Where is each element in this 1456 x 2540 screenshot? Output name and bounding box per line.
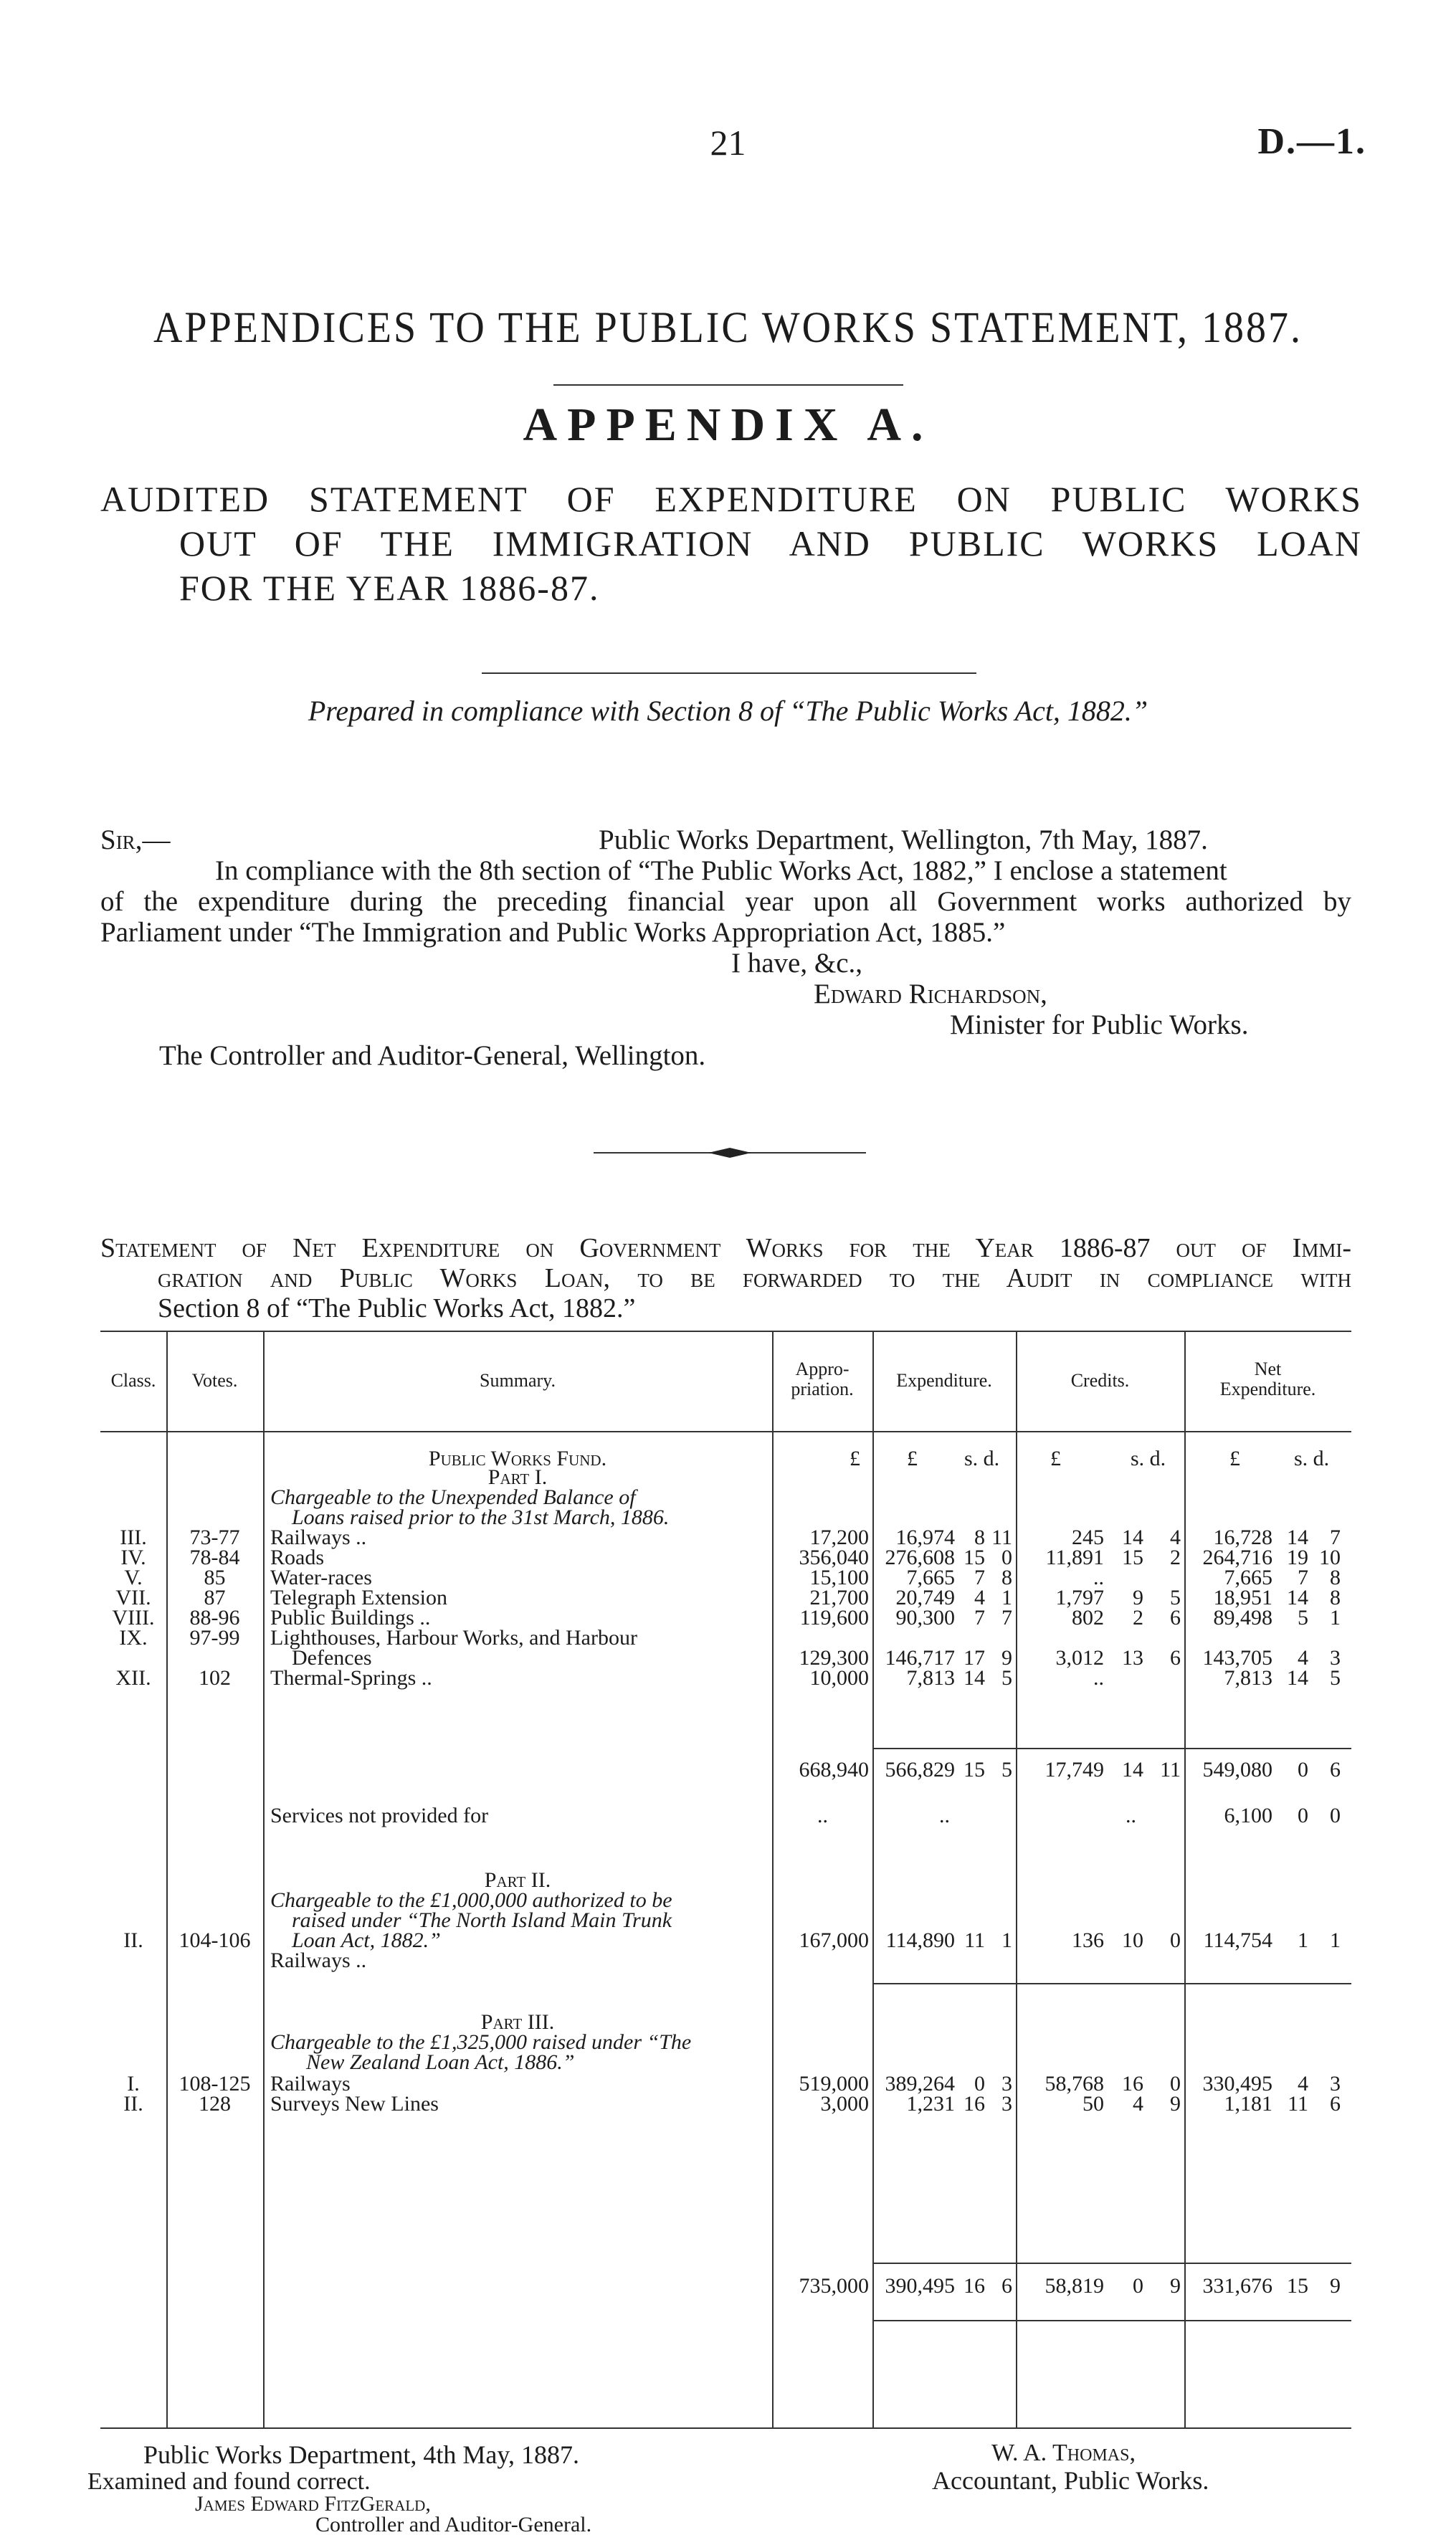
currency-exp-sd: s. d. — [964, 1447, 1000, 1470]
part-2-class: II. — [123, 1928, 143, 1952]
footer-accountant-name: W. A. Thomas, — [991, 2440, 1136, 2466]
statement-title-line-1: AUDITED STATEMENT OF EXPENDITURE ON PUBLIC WORKS — [100, 479, 1362, 519]
letter-body-line-2: of the expenditure during the preceding financial year upon all Government works authorized by — [100, 886, 1351, 917]
part-1-row-4-cred-s: 9 — [1133, 1586, 1143, 1609]
part-1-row-7-approp: 129,300 — [799, 1646, 869, 1670]
header-votes: Votes. — [191, 1370, 238, 1391]
divider-rule — [482, 672, 976, 674]
part-2-title: Part II. — [484, 1868, 551, 1892]
part-1-row-3-class: V. — [124, 1566, 143, 1589]
part-2-exp: 114,890 — [885, 1928, 955, 1952]
part-1-total-cred-s: 14 — [1122, 1758, 1143, 1782]
part-3-row-2-net-d: 6 — [1330, 2092, 1341, 2116]
header-appropriation: Appro- priation. — [791, 1359, 854, 1399]
col-rule-summary — [772, 1331, 774, 2427]
part-1-row-2-net-s: 19 — [1287, 1546, 1308, 1569]
part-2-cred-s: 10 — [1122, 1928, 1143, 1952]
part-1-row-3-net-s: 7 — [1298, 1566, 1308, 1589]
part-2-votes: 104-106 — [179, 1928, 251, 1952]
part-1-row-6-votes: 97-99 — [189, 1626, 240, 1650]
part-1-row-7-cred: 3,012 — [1055, 1646, 1104, 1670]
part-1-row-7-exp: 146,717 — [885, 1646, 955, 1670]
part-1-title: Part I. — [487, 1465, 548, 1489]
part-3-row-1-net: 330,495 — [1202, 2072, 1272, 2096]
services-summary: Services not provided for — [270, 1804, 489, 1827]
part-3-row-1-exp-d: 3 — [1001, 2072, 1012, 2096]
part-1-row-5-summary: Public Buildings .. — [270, 1606, 431, 1630]
statement-heading-line-3: Section 8 of “The Public Works Act, 1882.” — [158, 1293, 636, 1323]
part-1-row-6-summary: Lighthouses, Harbour Works, and Harbour — [270, 1626, 637, 1650]
currency-exp-pound: £ — [907, 1447, 918, 1470]
document-reference: D.—1. — [1257, 121, 1366, 162]
part-1-row-2-cred: 11,891 — [1045, 1546, 1104, 1569]
part-1-total-cred: 17,749 — [1045, 1758, 1104, 1782]
fund-title: Public Works Fund. — [428, 1447, 607, 1470]
table-top-rule — [100, 1331, 1351, 1332]
part-3-row-2-exp: 1,231 — [906, 2092, 955, 2116]
part-1-row-8-approp: 10,000 — [809, 1666, 869, 1690]
part-1-row-5-net-d: 1 — [1330, 1606, 1341, 1630]
part-1-total-exp-d: 5 — [1001, 1758, 1012, 1782]
part-1-row-5-class: VIII. — [112, 1606, 155, 1630]
part-1-row-1-votes: 73-77 — [189, 1526, 240, 1549]
currency-net-pound: £ — [1229, 1447, 1240, 1470]
part-1-row-1-exp: 16,974 — [895, 1526, 955, 1549]
part-2-desc-line-1: Chargeable to the £1,000,000 authorized to be — [270, 1888, 672, 1912]
part-1-row-5-exp-d: 7 — [1001, 1606, 1012, 1630]
part-3-row-2-summary: Surveys New Lines — [270, 2092, 439, 2116]
services-exp: .. — [939, 1804, 950, 1827]
part-1-row-8-net: 7,813 — [1224, 1666, 1272, 1690]
part-3-row-1-net-s: 4 — [1298, 2072, 1308, 2096]
part-1-row-4-exp-s: 4 — [974, 1586, 985, 1609]
part-3-total-exp: 390,495 — [885, 2274, 955, 2298]
header-summary: Summary. — [480, 1370, 556, 1391]
part-2-summary: Railways .. — [270, 1949, 367, 1972]
currency-approp: £ — [850, 1447, 860, 1470]
part-1-row-8-summary: Thermal-Springs .. — [270, 1666, 432, 1690]
part-1-row-3-cred: .. — [1093, 1566, 1104, 1589]
header-expenditure: Expenditure. — [896, 1370, 992, 1391]
part-3-row-2-exp-d: 3 — [1001, 2092, 1012, 2116]
part-1-row-7-exp-s: 17 — [963, 1646, 985, 1670]
part-1-row-5-cred-s: 2 — [1133, 1606, 1143, 1630]
part-1-row-2-approp: 356,040 — [799, 1546, 869, 1569]
part-1-row-5-net: 89,498 — [1213, 1606, 1272, 1630]
letter-signatory-title: Minister for Public Works. — [950, 1009, 1249, 1040]
part-1-row-2-cred-d: 2 — [1170, 1546, 1181, 1569]
col-rule-exp — [1016, 1331, 1017, 2427]
footer-auditor-name: James Edward FitzGerald, — [195, 2492, 431, 2516]
part-3-row-1-cred-s: 16 — [1122, 2072, 1143, 2096]
part-1-row-5-exp-s: 7 — [974, 1606, 985, 1630]
col-rule-approp — [872, 1331, 874, 2427]
part-1-row-1-cred-d: 4 — [1170, 1526, 1181, 1549]
letter-signatory: Edward Richardson, — [814, 979, 1047, 1009]
part-1-row-4-net: 18,951 — [1213, 1586, 1272, 1609]
part-3-total-net: 331,676 — [1202, 2274, 1272, 2298]
part-1-row-2-exp-s: 15 — [963, 1546, 985, 1569]
part-2-net-s: 1 — [1298, 1928, 1308, 1952]
letter-dateline: Public Works Department, Wellington, 7th May, 1887. — [599, 824, 1208, 855]
statement-heading — [100, 1233, 1351, 1323]
appendix-heading: APPENDIX A. — [523, 399, 933, 451]
statement-heading-line-1: Statement of Net Expenditure on Government Works for the Year 1886-87 out of Immi- — [100, 1233, 1351, 1263]
part-1-desc-line-1: Chargeable to the Unexpended Balance of — [270, 1485, 636, 1509]
part-1-total-exp-s: 15 — [963, 1758, 985, 1782]
part-1-row-7-cred-s: 13 — [1122, 1646, 1143, 1670]
part-2-cred: 136 — [1072, 1928, 1104, 1952]
part-1-row-8-cred: .. — [1093, 1666, 1104, 1690]
part-1-row-3-exp: 7,665 — [906, 1566, 955, 1589]
part-3-row-1-summary: Railways — [270, 2072, 351, 2096]
part-3-desc-line-2: New Zealand Loan Act, 1886.” — [306, 2050, 575, 2074]
letter-addressee: The Controller and Auditor-General, Wellington. — [159, 1040, 706, 1071]
part-3-row-2-exp-s: 16 — [963, 2092, 985, 2116]
part-3-row-1-net-d: 3 — [1330, 2072, 1341, 2096]
subtotal-rule — [872, 1748, 1351, 1749]
part-3-row-1-cred-d: 0 — [1170, 2072, 1181, 2096]
part-1-total-approp: 668,940 — [799, 1758, 869, 1782]
ornament-divider — [594, 1146, 866, 1160]
part-3-total-approp: 735,000 — [799, 2274, 869, 2298]
footer-examined: Examined and found correct. — [87, 2468, 371, 2495]
part-1-row-5-exp: 90,300 — [895, 1606, 955, 1630]
page-number: 21 — [710, 123, 746, 163]
part-3-row-2-class: II. — [123, 2092, 143, 2116]
part-2-exp-s: 11 — [964, 1928, 985, 1952]
part-2-cred-d: 0 — [1170, 1928, 1181, 1952]
part-3-row-2-cred: 50 — [1083, 2092, 1104, 2116]
part-1-row-1-net-s: 14 — [1287, 1526, 1308, 1549]
letter-salutation: Sir,— — [100, 824, 171, 855]
part-1-row-2-summary: Roads — [270, 1546, 324, 1569]
part-1-row-5-approp: 119,600 — [799, 1606, 869, 1630]
services-net-d: 0 — [1330, 1804, 1341, 1827]
part-3-row-2-votes: 128 — [199, 2092, 231, 2116]
footer-dept-date: Public Works Department, 4th May, 1887. — [143, 2440, 580, 2469]
part-2-desc-line-2: raised under “The North Island Main Trunk — [292, 1908, 672, 1932]
part-3-total-net-d: 9 — [1330, 2274, 1341, 2298]
part-1-row-3-net: 7,665 — [1224, 1566, 1272, 1589]
part-1-row-4-net-d: 8 — [1330, 1586, 1341, 1609]
part-1-row-8-exp-s: 14 — [963, 1666, 985, 1690]
col-rule-credits — [1184, 1331, 1186, 2427]
part-2-exp-d: 1 — [1001, 1928, 1012, 1952]
part-1-row-3-votes: 85 — [204, 1566, 226, 1589]
part-3-row-2-net: 1,181 — [1224, 2092, 1272, 2116]
letter-closing: I have, &c., — [731, 948, 863, 979]
part-2-rule — [872, 1983, 1351, 1984]
part-3-row-1-votes: 108-125 — [179, 2072, 251, 2096]
part-1-row-4-class: VII. — [115, 1586, 151, 1609]
statement-title-line-3: FOR THE YEAR 1886-87. — [179, 568, 600, 608]
part-1-row-1-cred: 245 — [1072, 1526, 1104, 1549]
part-1-row-4-exp: 20,749 — [895, 1586, 955, 1609]
part-3-row-1-exp: 389,264 — [885, 2072, 955, 2096]
part-1-desc-line-2: Loans raised prior to the 31st March, 1886. — [292, 1506, 670, 1529]
letter-body-line-3: Parliament under “The Immigration and Public Works Appropriation Act, 1885.” — [100, 917, 1006, 948]
part-2-desc-line-3: Loan Act, 1882.” — [292, 1928, 441, 1952]
part-1-row-1-exp-s: 8 — [974, 1526, 985, 1549]
part-1-row-2-net-d: 10 — [1319, 1546, 1341, 1569]
part-1-row-3-net-d: 8 — [1330, 1566, 1341, 1589]
part-3-row-2-cred-d: 9 — [1170, 2092, 1181, 2116]
part-1-row-5-cred: 802 — [1072, 1606, 1104, 1630]
part-3-row-2-approp: 3,000 — [820, 2092, 869, 2116]
part-1-total-net: 549,080 — [1202, 1758, 1272, 1782]
header-net-expenditure: Net Expenditure. — [1219, 1359, 1316, 1399]
part-1-row-7-net-d: 3 — [1330, 1646, 1341, 1670]
services-net: 6,100 — [1224, 1804, 1272, 1827]
part-1-row-2-cred-s: 15 — [1122, 1546, 1143, 1569]
part-1-row-1-exp-d: 11 — [991, 1526, 1012, 1549]
part-1-row-7-net-s: 4 — [1298, 1646, 1308, 1670]
part-1-total-exp: 566,829 — [885, 1758, 955, 1782]
expenditure-table — [100, 1331, 1351, 2435]
part-1-row-7-net: 143,705 — [1202, 1646, 1272, 1670]
part-1-row-1-approp: 17,200 — [809, 1526, 869, 1549]
part-1-row-6-class: IX. — [119, 1626, 148, 1650]
part-3-desc-line-1: Chargeable to the £1,325,000 raised under “The — [270, 2030, 692, 2054]
part-1-row-8-net-d: 5 — [1330, 1666, 1341, 1690]
table-bottom-rule — [100, 2427, 1351, 2429]
part-1-row-4-cred-d: 5 — [1170, 1586, 1181, 1609]
part-3-total-net-s: 15 — [1287, 2274, 1308, 2298]
main-title: APPENDICES TO THE PUBLIC WORKS STATEMENT, 1887. — [153, 303, 1303, 353]
part-1-row-4-net-s: 14 — [1287, 1586, 1308, 1609]
part-1-row-1-net: 16,728 — [1213, 1526, 1272, 1549]
part-1-row-8-class: XII. — [115, 1666, 151, 1690]
table-bottom-rule-cols — [872, 2320, 1351, 2321]
statement-heading-line-2: gration and Public Works Loan, to be forwarded to the Audit in compliance with — [158, 1263, 1351, 1293]
part-1-row-1-cred-s: 14 — [1122, 1526, 1143, 1549]
part-1-row-3-exp-s: 7 — [974, 1566, 985, 1589]
footer-accountant-title: Accountant, Public Works. — [932, 2466, 1209, 2495]
part-1-row-4-cred: 1,797 — [1055, 1586, 1104, 1609]
part-1-row-8-net-s: 14 — [1287, 1666, 1308, 1690]
part-3-row-2-cred-s: 4 — [1133, 2092, 1143, 2116]
currency-cred-pound: £ — [1050, 1447, 1061, 1470]
letter-body-line-1: In compliance with the 8th section of “The Public Works Act, 1882,” I enclose a statement — [215, 855, 1227, 886]
title-rule — [553, 384, 903, 386]
part-1-row-2-exp-d: 0 — [1001, 1546, 1012, 1569]
part-3-total-exp-d: 6 — [1001, 2274, 1012, 2298]
part-3-row-1-class: I. — [127, 2072, 140, 2096]
part-3-row-1-cred: 58,768 — [1045, 2072, 1104, 2096]
part-2-net-d: 1 — [1330, 1928, 1341, 1952]
part-1-row-4-exp-d: 1 — [1001, 1586, 1012, 1609]
part-1-row-2-exp: 276,608 — [885, 1546, 955, 1569]
part-3-row-1-approp: 519,000 — [799, 2072, 869, 2096]
part-1-row-1-class: III. — [120, 1526, 147, 1549]
total-rule — [872, 2263, 1351, 2264]
part-3-total-cred-d: 9 — [1170, 2274, 1181, 2298]
part-1-row-7-exp-d: 9 — [1001, 1646, 1012, 1670]
part-1-row-1-summary: Railways .. — [270, 1526, 367, 1549]
part-1-row-8-exp: 7,813 — [906, 1666, 955, 1690]
part-1-row-5-net-s: 5 — [1298, 1606, 1308, 1630]
part-1-row-1-net-d: 7 — [1330, 1526, 1341, 1549]
part-3-total-cred-s: 0 — [1133, 2274, 1143, 2298]
statement-title — [100, 477, 1362, 610]
part-3-row-2-net-s: 11 — [1288, 2092, 1308, 2116]
part-1-row-3-summary: Water-races — [270, 1566, 372, 1589]
part-2-net: 114,754 — [1203, 1928, 1272, 1952]
part-1-row-5-votes: 88-96 — [189, 1606, 240, 1630]
services-cred: .. — [1126, 1804, 1136, 1827]
part-3-total-cred: 58,819 — [1045, 2274, 1104, 2298]
footer-auditor-title: Controller and Auditor-General. — [315, 2513, 592, 2536]
part-1-row-4-summary: Telegraph Extension — [270, 1586, 447, 1609]
table-header-rule — [100, 1431, 1351, 1432]
statement-title-line-2: OUT OF THE IMMIGRATION AND PUBLIC WORKS LOAN — [179, 523, 1362, 563]
part-1-row-3-exp-d: 8 — [1001, 1566, 1012, 1589]
part-1-row-8-exp-d: 5 — [1001, 1666, 1012, 1690]
part-1-row-7-summary: Defences — [292, 1646, 372, 1670]
currency-cred-sd: s. d. — [1131, 1447, 1166, 1470]
part-1-total-net-s: 0 — [1298, 1758, 1308, 1782]
part-2-approp: 167,000 — [799, 1928, 869, 1952]
part-3-total-exp-s: 16 — [963, 2274, 985, 2298]
part-3-title: Part III. — [480, 2010, 555, 2034]
header-credits: Credits. — [1070, 1370, 1130, 1391]
header-class: Class. — [110, 1370, 156, 1391]
part-1-row-2-votes: 78-84 — [189, 1546, 240, 1569]
prepared-note: Prepared in compliance with Section 8 of “The Public Works Act, 1882.” — [308, 695, 1148, 727]
part-1-row-7-cred-d: 6 — [1170, 1646, 1181, 1670]
part-3-row-1-exp-s: 0 — [974, 2072, 985, 2096]
part-1-row-4-votes: 87 — [204, 1586, 226, 1609]
services-net-s: 0 — [1298, 1804, 1308, 1827]
currency-net-sd: s. d. — [1294, 1447, 1330, 1470]
part-1-row-4-approp: 21,700 — [809, 1586, 869, 1609]
part-1-row-2-class: IV. — [120, 1546, 146, 1569]
part-1-row-5-cred-d: 6 — [1170, 1606, 1181, 1630]
col-rule-class — [166, 1331, 168, 2427]
part-1-total-cred-d: 11 — [1160, 1758, 1181, 1782]
part-1-total-net-d: 6 — [1330, 1758, 1341, 1782]
services-approp: .. — [817, 1804, 828, 1827]
part-1-row-2-net: 264,716 — [1202, 1546, 1272, 1569]
part-1-row-8-votes: 102 — [199, 1666, 231, 1690]
part-1-row-3-approp: 15,100 — [809, 1566, 869, 1589]
